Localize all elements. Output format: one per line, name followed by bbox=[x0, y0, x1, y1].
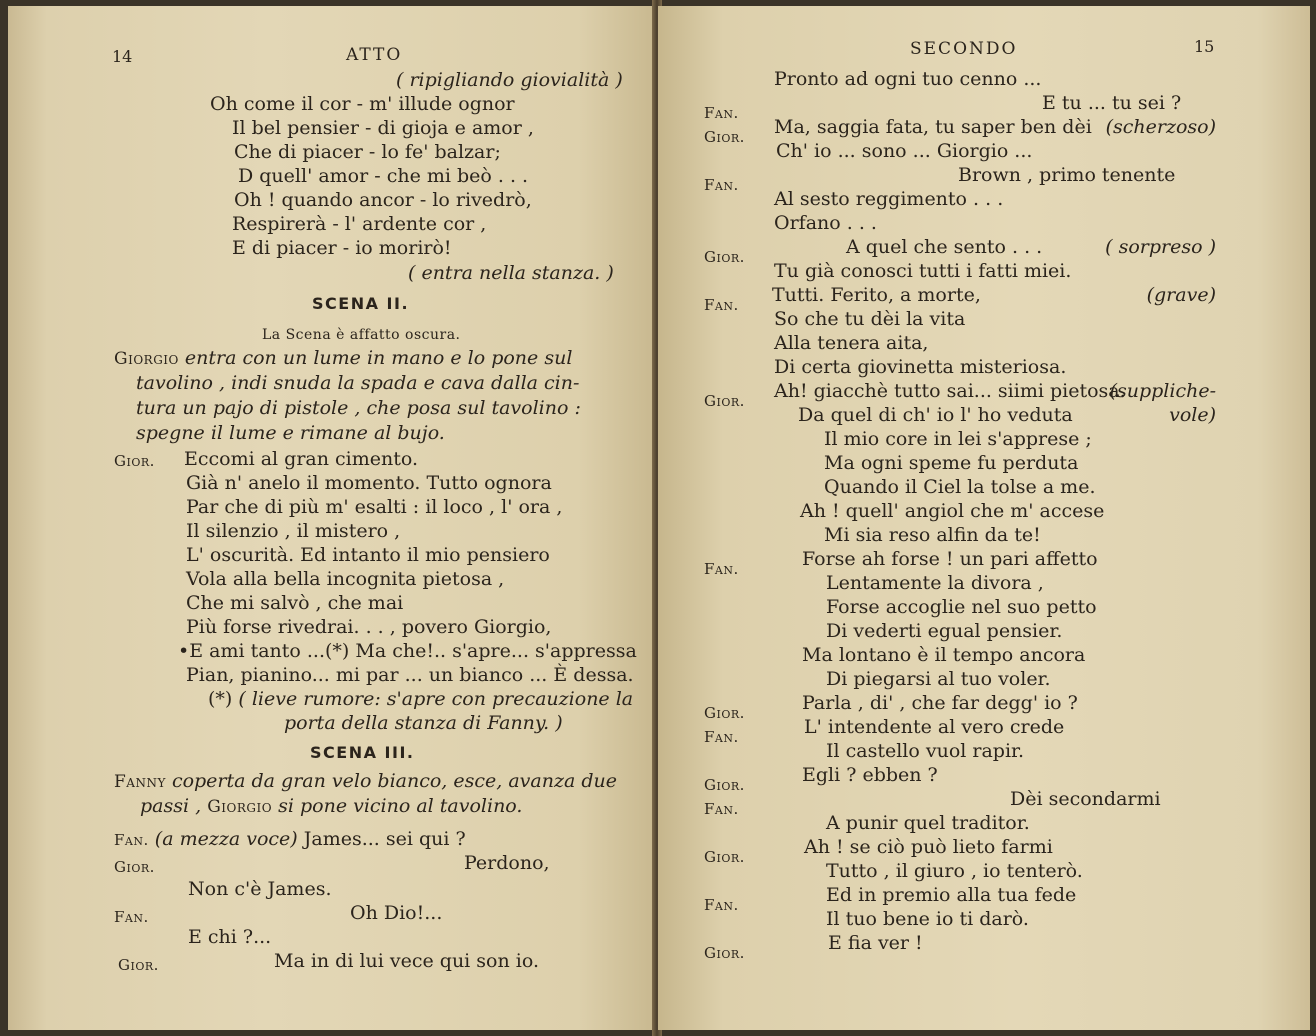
dialog-line: Di certa giovinetta misteriosa. bbox=[774, 356, 1067, 378]
verse-line: Pian, pianino... mi par ... un bianco ... È dessa. bbox=[186, 664, 634, 686]
speaker-label: Gior. bbox=[704, 392, 745, 410]
speaker-label: Gior. bbox=[118, 956, 159, 974]
dialog-line: Il castello vuol rapir. bbox=[826, 740, 1025, 762]
dialog-line: Alla tenera aita, bbox=[774, 332, 929, 354]
speaker-label: Fan. bbox=[704, 560, 739, 578]
running-head: ATTO bbox=[346, 45, 403, 65]
stage-direction: ( entra nella stanza. ) bbox=[408, 262, 614, 284]
scene-title: SCENA II. bbox=[312, 294, 410, 313]
stage-direction: ( ripigliando giovialità ) bbox=[396, 69, 623, 91]
character-name: Fanny bbox=[114, 772, 166, 792]
right-page bbox=[658, 6, 1310, 1030]
dialog-line: Il mio core in lei s'apprese ; bbox=[824, 428, 1092, 450]
stage-direction: (suppliche- bbox=[1109, 380, 1216, 402]
dialog-line: E fia ver ! bbox=[828, 932, 923, 954]
dialog-line: Fan. (a mezza voce) James... sei qui ? bbox=[114, 828, 466, 850]
dialog-line: So che tu dèi la vita bbox=[774, 308, 966, 330]
speaker-label: Fan. bbox=[114, 908, 149, 926]
speaker-label: Gior. bbox=[704, 248, 745, 266]
stage-direction: passi , Giorgio si pone vicino al tavolino. bbox=[140, 795, 523, 817]
verse-line: •E ami tanto ...(*) Ma che!.. s'apre... s'appressa bbox=[178, 640, 637, 662]
dialog-line: Da quel di ch' io l' ho veduta bbox=[798, 404, 1073, 426]
verse-line: Il silenzio , il mistero , bbox=[186, 520, 401, 542]
stage-direction: Giorgio entra con un lume in mano e lo pone sul bbox=[114, 347, 573, 369]
stage-direction: ( sorpreso ) bbox=[1105, 236, 1216, 258]
dialog-line: A quel che sento . . . bbox=[846, 236, 1043, 258]
dialog-line: Lentamente la divora , bbox=[826, 572, 1044, 594]
dialog-line: Mi sia reso alfin da te! bbox=[824, 524, 1041, 546]
speaker-label: Gior. bbox=[114, 858, 155, 876]
stage-direction: vole) bbox=[1169, 404, 1216, 426]
speaker-label: Gior. bbox=[114, 452, 155, 470]
speaker-label: Fan. bbox=[704, 800, 739, 818]
speaker-label: Fan. bbox=[114, 831, 149, 849]
verse-line: Che mi salvò , che mai bbox=[186, 592, 404, 614]
dialog-line: Ma in di lui vece qui son io. bbox=[274, 950, 539, 972]
speaker-label: Fan. bbox=[704, 728, 739, 746]
verse-line: Già n' anelo il momento. Tutto ognora bbox=[186, 472, 552, 494]
verse-line: L' oscurità. Ed intanto il mio pensiero bbox=[186, 544, 550, 566]
scene-title: SCENA III. bbox=[310, 743, 415, 762]
dialog-line: Parla , di' , che far degg' io ? bbox=[802, 692, 1078, 714]
verse-line: E di piacer - io morirò! bbox=[232, 237, 452, 259]
stage-direction: Fanny coperta da gran velo bianco, esce, avanza due bbox=[114, 770, 617, 792]
speaker-label: Gior. bbox=[704, 128, 745, 146]
dialog-line: Non c'è James. bbox=[188, 878, 332, 900]
verse-line: Respirerà - l' ardente cor , bbox=[232, 213, 487, 235]
running-head: SECONDO bbox=[910, 39, 1018, 59]
dialog-line: Ah! giacchè tutto sai... siimi pietosa. bbox=[774, 380, 1126, 402]
dialog-line: Dèi secondarmi bbox=[1010, 788, 1161, 810]
verse-line: Che di piacer - lo fe' balzar; bbox=[234, 141, 501, 163]
character-name: Giorgio bbox=[207, 797, 273, 817]
stage-direction: spegne il lume e rimane al bujo. bbox=[136, 422, 445, 444]
page-number: 15 bbox=[1194, 37, 1215, 56]
character-name: Giorgio bbox=[114, 349, 179, 369]
speaker-label: Gior. bbox=[704, 704, 745, 722]
dialog-line: Forse accoglie nel suo petto bbox=[826, 596, 1097, 618]
scene-subtitle: La Scena è affatto oscura. bbox=[262, 327, 461, 343]
dialog-line: Di vederti egual pensier. bbox=[826, 620, 1063, 642]
verse-line: Oh come il cor - m' illude ognor bbox=[210, 93, 515, 115]
stage-direction: (grave) bbox=[1146, 284, 1216, 306]
speaker-label: Fan. bbox=[704, 176, 739, 194]
footnote: (*) ( lieve rumore: s'apre con precauzione la bbox=[208, 688, 634, 710]
dialog-line: Orfano . . . bbox=[774, 212, 877, 234]
footnote-mark: (*) bbox=[208, 688, 233, 710]
left-page bbox=[8, 6, 656, 1030]
speaker-label: Fan. bbox=[704, 104, 739, 122]
stage-direction: (scherzoso) bbox=[1105, 116, 1216, 138]
verse-line: Eccomi al gran cimento. bbox=[184, 448, 419, 470]
dialog-line: E tu ... tu sei ? bbox=[1042, 92, 1182, 114]
dialog-line: Tutto , il giuro , io tenterò. bbox=[826, 860, 1083, 882]
dialog-line: E chi ?... bbox=[188, 926, 272, 948]
dialog-line: L' intendente al vero crede bbox=[804, 716, 1065, 738]
dialog-line: Pronto ad ogni tuo cenno ... bbox=[774, 68, 1042, 90]
dialog-line: Egli ? ebben ? bbox=[802, 764, 938, 786]
speaker-label: Gior. bbox=[704, 776, 745, 794]
speaker-label: Fan. bbox=[704, 896, 739, 914]
speaker-label: Gior. bbox=[704, 944, 745, 962]
dialog-line: Ah ! quell' angiol che m' accese bbox=[800, 500, 1105, 522]
stage-direction: (a mezza voce) bbox=[154, 828, 298, 850]
stage-direction: tura un pajo di pistole , che posa sul tavolino : bbox=[136, 397, 581, 419]
dialog-line: Ma ogni speme fu perduta bbox=[824, 452, 1079, 474]
dialog-line: Ma lontano è il tempo ancora bbox=[802, 644, 1086, 666]
speaker-label: Gior. bbox=[704, 848, 745, 866]
dialog-line: Il tuo bene io ti darò. bbox=[826, 908, 1029, 930]
verse-line: Oh ! quando ancor - lo rivedrò, bbox=[234, 189, 532, 211]
dialog-line: Tu già conosci tutti i fatti miei. bbox=[774, 260, 1072, 282]
stage-direction: tavolino , indi snuda la spada e cava dalla cin- bbox=[136, 372, 580, 394]
verse-line: Il bel pensier - di gioja e amor , bbox=[232, 117, 534, 139]
dialog-line: Di piegarsi al tuo voler. bbox=[826, 668, 1051, 690]
dialog-line: Forse ah forse ! un pari affetto bbox=[802, 548, 1098, 570]
dialog-line: Perdono, bbox=[464, 852, 550, 874]
dialog-line: Oh Dio!... bbox=[350, 902, 443, 924]
verse-line: Vola alla bella incognita pietosa , bbox=[186, 568, 505, 590]
verse-line: Più forse rivedrai. . . , povero Giorgio, bbox=[186, 616, 552, 638]
verse-line: D quell' amor - che mi beò . . . bbox=[238, 165, 529, 187]
footnote: porta della stanza di Fanny. ) bbox=[284, 712, 563, 734]
dialog-line: Al sesto reggimento . . . bbox=[774, 188, 1004, 210]
verse-line: Par che di più m' esalti : il loco , l' ora , bbox=[186, 496, 563, 518]
dialog-line: A punir quel traditor. bbox=[826, 812, 1030, 834]
dialog-line: Ed in premio alla tua fede bbox=[826, 884, 1077, 906]
dialog-line: Ma, saggia fata, tu saper ben dèi bbox=[774, 116, 1092, 138]
dialog-line: Ah ! se ciò può lieto farmi bbox=[804, 836, 1053, 858]
dialog-line: Tutti. Ferito, a morte, bbox=[772, 284, 981, 306]
dialog-line: Ch' io ... sono ... Giorgio ... bbox=[776, 140, 1033, 162]
page-number: 14 bbox=[112, 47, 133, 66]
dialog-line: Quando il Ciel la tolse a me. bbox=[824, 476, 1096, 498]
speaker-label: Fan. bbox=[704, 296, 739, 314]
dialog-line: Brown , primo tenente bbox=[958, 164, 1176, 186]
